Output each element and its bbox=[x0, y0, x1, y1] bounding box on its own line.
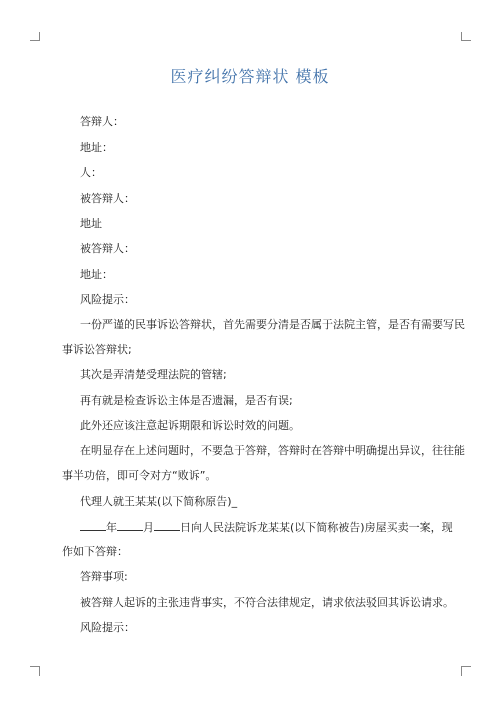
claimant-label-2: 被答辩人： bbox=[80, 242, 135, 255]
paragraph-line: 被答辩人起诉的主张违背事实，不符合法律规定，请求依法驳回其诉讼请求。 bbox=[80, 596, 454, 609]
blank-underline bbox=[80, 520, 106, 531]
risk-tip-heading: 风险提示： bbox=[80, 293, 135, 306]
paragraph-line: 其次是弄清楚受理法院的管辖; bbox=[80, 368, 227, 381]
paragraph-line: 事半功倍，即可令对方“败诉”。 bbox=[62, 469, 217, 482]
claimant-address-label-2: 地址： bbox=[80, 268, 113, 281]
person-label: 人： bbox=[80, 166, 102, 179]
year-label: 年 bbox=[106, 521, 117, 534]
paragraph-line: 在明显存在上述问题时，不要急于答辩，答辩时在答辩中明确提出异议，往往能 bbox=[80, 444, 465, 457]
address-label: 地址： bbox=[80, 141, 113, 154]
risk-tip-heading: 风险提示： bbox=[80, 621, 135, 634]
paragraph-line: 代理人就王某某(以下简称原告)_ bbox=[80, 495, 238, 508]
blank-underline bbox=[154, 520, 180, 531]
claimant-address-label: 地址 bbox=[80, 217, 102, 230]
crop-mark-top-left bbox=[30, 32, 40, 41]
crop-mark-bottom-left bbox=[30, 666, 40, 676]
month-label: 月 bbox=[143, 521, 154, 534]
paragraph-line: 此外还应该注意起诉期限和诉讼时效的问题。 bbox=[80, 419, 300, 432]
respondent-label: 答辩人： bbox=[80, 115, 124, 128]
document-title: 医疗纠纷答辩状 模板 bbox=[170, 67, 330, 86]
paragraph-line: 再有就是检查诉讼主体是否遗漏，是否有误; bbox=[80, 394, 293, 407]
paragraph-line: 作如下答辩： bbox=[62, 545, 128, 558]
date-fill-line bbox=[80, 520, 453, 535]
crop-mark-bottom-right bbox=[461, 666, 471, 676]
paragraph-line: 一份严谨的民事诉讼答辩状，首先需要分清是否属于法院主管，是否有需要写民 bbox=[80, 318, 465, 331]
paragraph-line: 事诉讼答辩状; bbox=[62, 343, 132, 356]
blank-underline bbox=[117, 520, 143, 531]
defense-items-heading: 答辩事项: bbox=[80, 570, 128, 583]
crop-mark-top-right bbox=[461, 32, 471, 41]
case-text: 日向人民法院诉龙某某(以下简称被告)房屋买卖一案，现 bbox=[180, 521, 453, 534]
claimant-label: 被答辩人： bbox=[80, 192, 135, 205]
